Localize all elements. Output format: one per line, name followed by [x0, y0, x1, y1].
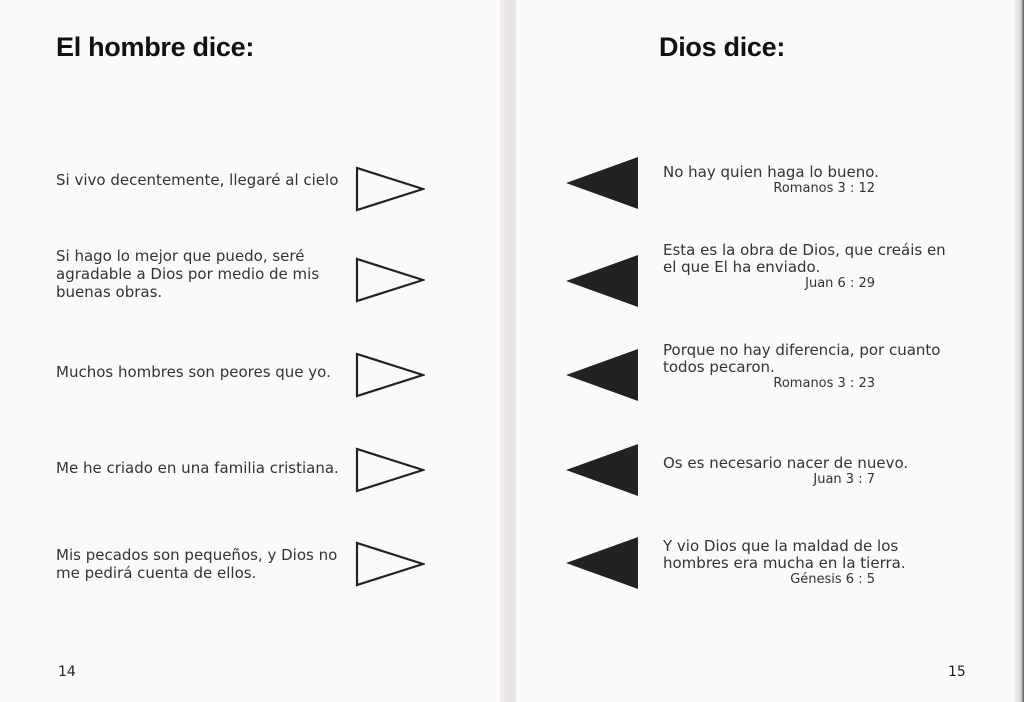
right-page [516, 0, 1024, 702]
outline-triangle-right-icon [355, 257, 425, 303]
filled-triangle-left-icon [566, 157, 638, 209]
answer-text: Y vio Dios que la maldad de los hombres era mucha en la tierra. [663, 537, 906, 572]
right-page-heading: Dios dice: [659, 32, 786, 62]
answer-item [663, 342, 963, 392]
claim-item: Si vivo decentemente, llegaré al cielo [56, 171, 339, 189]
answer-item [663, 455, 963, 488]
bible-reference: Romanos 3 : 12 [773, 181, 875, 196]
filled-triangle-left-icon [566, 349, 638, 401]
claim-item: Si hago lo mejor que puedo, seré agradable a Dios por medio de mis buenas obras. [56, 247, 320, 301]
outline-triangle-right-icon [355, 166, 425, 212]
answer-text: No hay quien haga lo bueno. [663, 163, 879, 181]
bible-reference: Romanos 3 : 23 [773, 376, 875, 391]
answer-item [663, 242, 963, 292]
bible-reference: Juan 3 : 7 [813, 472, 875, 487]
page-number: 14 [58, 664, 76, 680]
page-number: 15 [948, 664, 966, 680]
answer-text: Esta es la obra de Dios, que creáis en el que El ha enviado. [663, 241, 946, 276]
bible-reference: Juan 6 : 29 [805, 276, 875, 291]
outline-triangle-right-icon [355, 541, 425, 587]
left-page [0, 0, 510, 702]
filled-triangle-left-icon [566, 255, 638, 307]
answer-text: Porque no hay diferencia, por cuanto todos pecaron. [663, 341, 941, 376]
answer-item [663, 538, 963, 588]
page-edge [1014, 0, 1024, 702]
answer-text: Os es necesario nacer de nuevo. [663, 454, 909, 472]
outline-triangle-right-icon [355, 352, 425, 398]
claim-item: Me he criado en una familia cristiana. [56, 459, 339, 477]
filled-triangle-left-icon [566, 444, 638, 496]
outline-triangle-right-icon [355, 447, 425, 493]
answer-item [663, 164, 963, 197]
bible-reference: Génesis 6 : 5 [790, 572, 875, 587]
claim-item: Muchos hombres son peores que yo. [56, 363, 331, 381]
left-page-heading: El hombre dice: [56, 32, 255, 62]
filled-triangle-left-icon [566, 537, 638, 589]
claim-item: Mis pecados son pequeños, y Dios no me pedirá cuenta de ellos. [56, 546, 338, 582]
